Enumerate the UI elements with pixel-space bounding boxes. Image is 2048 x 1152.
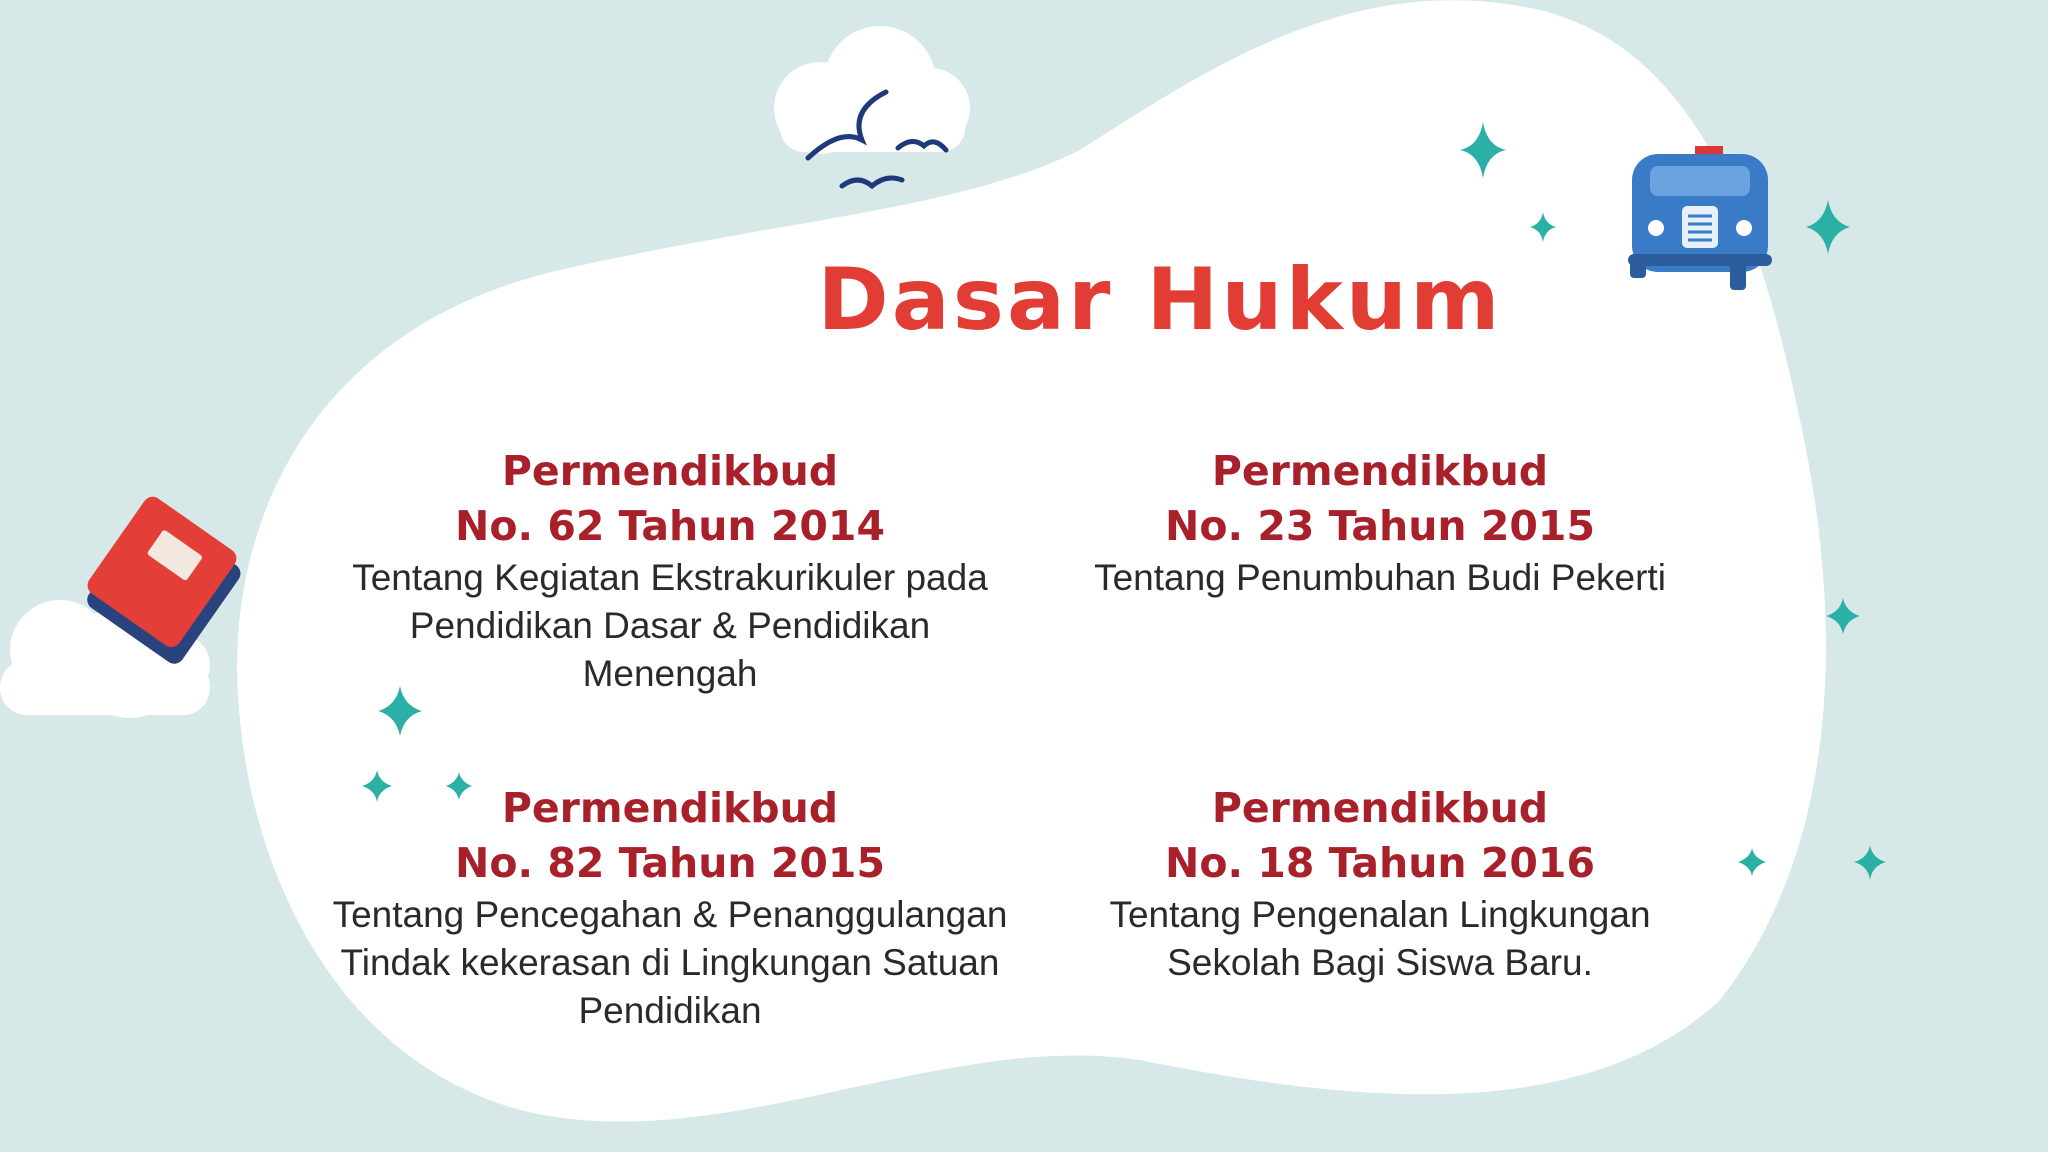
regulation-item [1060,444,1700,602]
regulation-number: No. 62 Tahun 2014 [455,502,885,550]
regulation-number: No. 82 Tahun 2015 [455,839,885,887]
regulation-number: No. 23 Tahun 2015 [1165,502,1595,550]
regulation-item [1060,781,1700,987]
sparkle-icon [1826,598,1860,634]
regulation-description: Tentang Pengenalan Lingkungan Sekolah Bagi Siswa Baru. [1109,894,1651,983]
regulation-title: Permendikbud [501,784,839,832]
regulation-description: Tentang Kegiatan Ekstrakurikuler pada Pendidikan Dasar & Pendidikan Menengah [352,557,988,694]
bus-icon [1628,146,1772,290]
page-title: Dasar Hukum [817,250,1503,350]
regulation-item [320,444,1020,698]
sparkle-icon [1806,200,1850,254]
sparkle-icon [1854,845,1886,880]
regulation-title: Permendikbud [1211,784,1549,832]
regulation-title: Permendikbud [1211,447,1549,495]
regulation-description: Tentang Pencegahan & Penanggulangan Tindak kekerasan di Lingkungan Satuan Pendidikan [332,894,1008,1031]
regulation-title: Permendikbud [501,447,839,495]
regulation-item [320,781,1020,1035]
cloud-icon [774,26,970,154]
regulation-description: Tentang Penumbuhan Budi Pekerti [1094,557,1666,598]
regulation-number: No. 18 Tahun 2016 [1165,839,1595,887]
